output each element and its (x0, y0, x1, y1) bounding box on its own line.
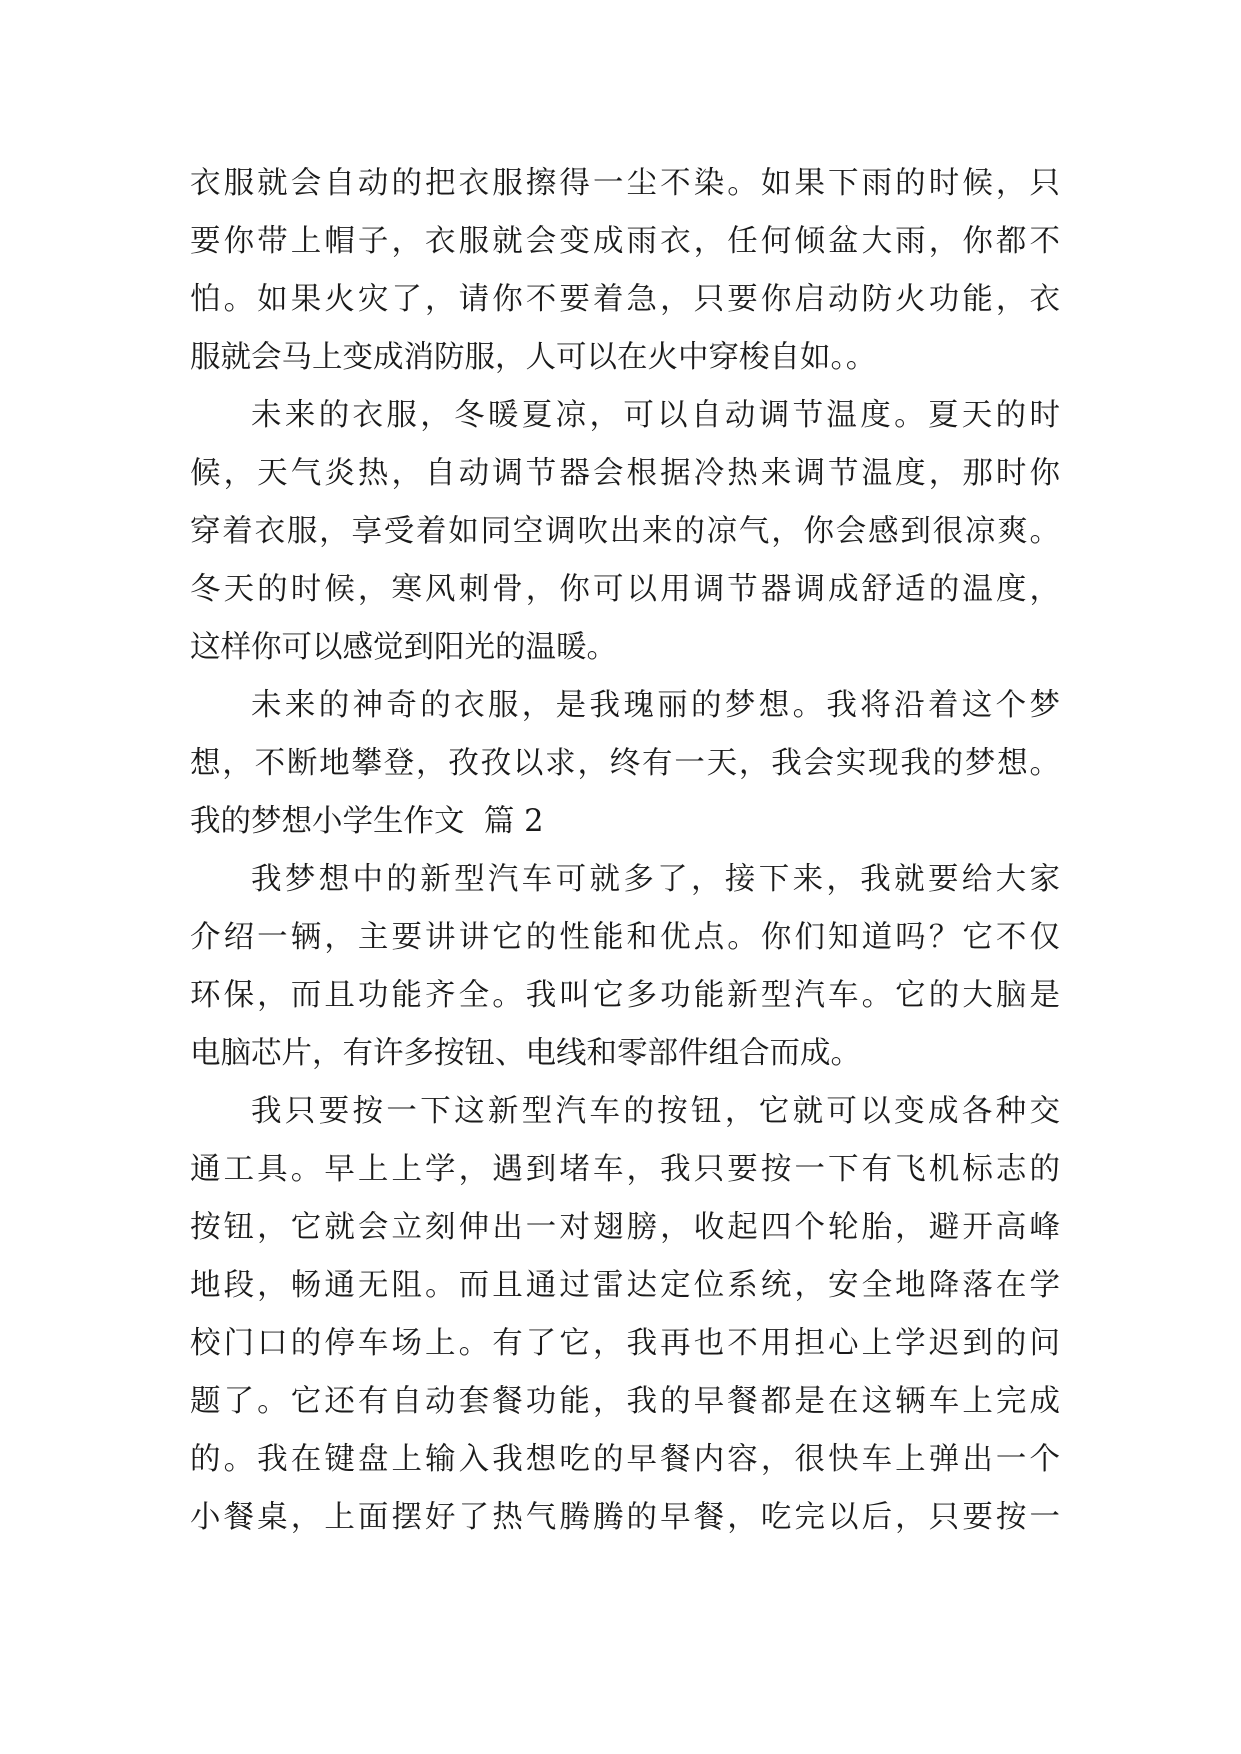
text-line: 穿着衣服，享受着如同空调吹出来的凉气，你会感到很凉爽。 (190, 514, 1060, 549)
document-body (190, 155, 1060, 1547)
text-line: 校门口的停车场上。有了它，我再也不用担心上学迟到的问 (190, 1326, 1060, 1361)
text-line: 怕。如果火灾了，请你不要着急，只要你启动防火功能，衣 (190, 282, 1060, 317)
text-line: 未来的神奇的衣服，是我瑰丽的梦想。我将沿着这个梦 (251, 688, 1060, 723)
text-line: 按钮，它就会立刻伸出一对翅膀，收起四个轮胎，避开高峰 (190, 1210, 1060, 1245)
section-heading: 我的梦想小学生作文 篇 2 (190, 804, 544, 839)
text-line: 题了。它还有自动套餐功能，我的早餐都是在这辆车上完成 (190, 1384, 1060, 1419)
text-line: 介绍一辆，主要讲讲它的性能和优点。你们知道吗？它不仅 (190, 920, 1060, 955)
paragraph-5 (190, 1083, 1060, 1547)
paragraph-3 (190, 677, 1060, 793)
paragraph-1 (190, 155, 1060, 387)
text-line: 衣服就会自动的把衣服擦得一尘不染。如果下雨的时候，只 (190, 166, 1060, 201)
text-line: 小餐桌，上面摆好了热气腾腾的早餐，吃完以后，只要按一 (190, 1500, 1060, 1535)
text-line: 想，不断地攀登，孜孜以求，终有一天，我会实现我的梦想。 (190, 746, 1060, 781)
text-line: 要你带上帽子，衣服就会变成雨衣，任何倾盆大雨，你都不 (190, 224, 1060, 259)
text-line: 候，天气炎热，自动调节器会根据冷热来调节温度，那时你 (190, 456, 1060, 491)
text-line: 环保，而且功能齐全。我叫它多功能新型汽车。它的大脑是 (190, 978, 1060, 1013)
text-line: 我只要按一下这新型汽车的按钮，它就可以变成各种交 (251, 1094, 1060, 1129)
text-line: 通工具。早上上学，遇到堵车，我只要按一下有飞机标志的 (190, 1152, 1060, 1187)
text-line: 未来的衣服，冬暖夏凉，可以自动调节温度。夏天的时 (251, 398, 1060, 433)
text-line: 服就会马上变成消防服，人可以在火中穿梭自如。。 (190, 340, 877, 375)
text-line: 电脑芯片，有许多按钮、电线和零部件组合而成。 (190, 1036, 861, 1071)
text-line: 地段，畅通无阻。而且通过雷达定位系统，安全地降落在学 (190, 1268, 1060, 1303)
text-line: 的。我在键盘上输入我想吃的早餐内容，很快车上弹出一个 (190, 1442, 1060, 1477)
paragraph-4 (190, 851, 1060, 1083)
text-line: 这样你可以感觉到阳光的温暖。 (190, 630, 617, 665)
paragraph-2 (190, 387, 1060, 677)
text-line: 冬天的时候，寒风刺骨，你可以用调节器调成舒适的温度， (190, 572, 1060, 607)
text-line: 我梦想中的新型汽车可就多了，接下来，我就要给大家 (251, 862, 1060, 897)
